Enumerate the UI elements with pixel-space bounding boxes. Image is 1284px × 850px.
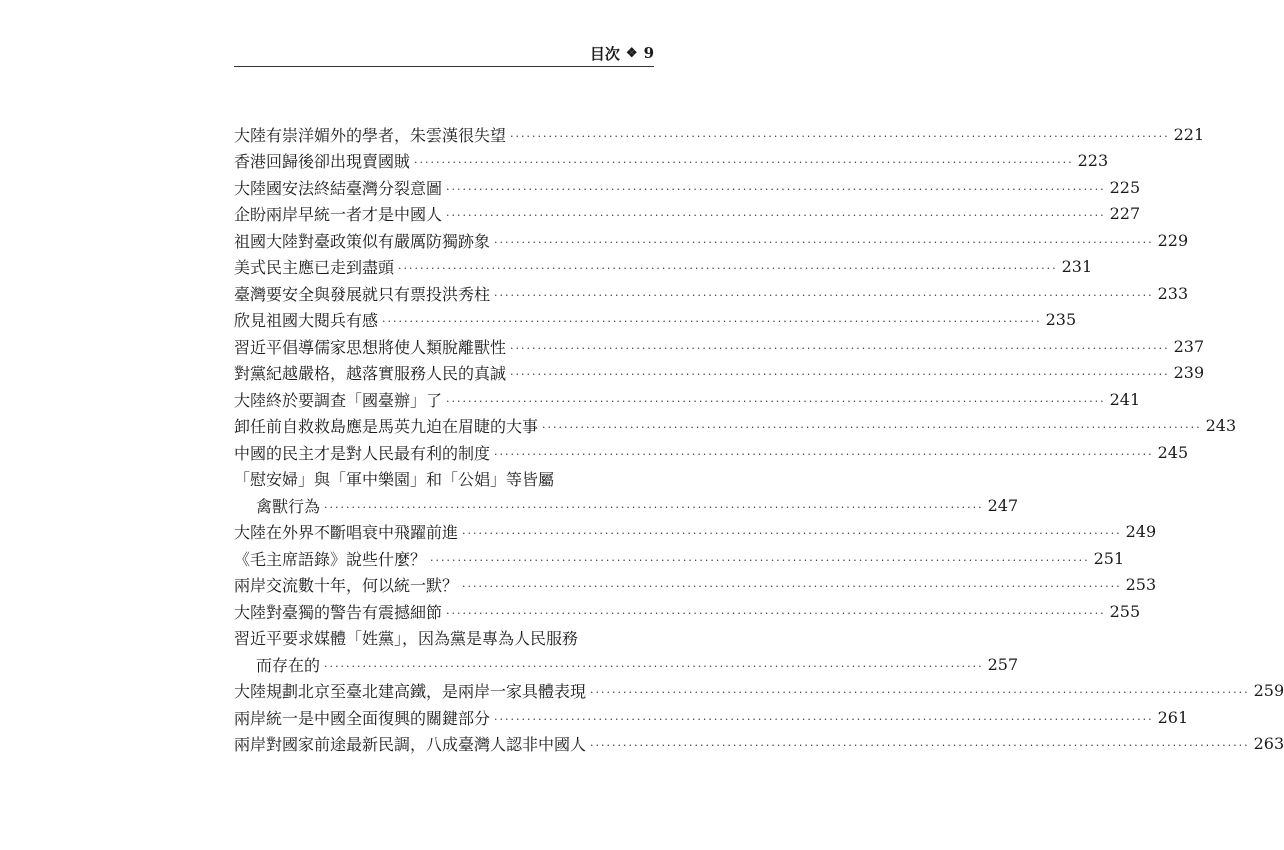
toc-entry [234,704,1189,731]
toc-entry [234,466,654,493]
toc-entry-page: 245 [1157,442,1189,462]
toc-entry-title: 香港回歸後卻出現賣國賊 [234,152,411,172]
toc-entry-page: 239 [1173,363,1205,383]
toc-entry-page: 223 [1077,151,1109,171]
toc-entry [234,678,1284,705]
toc-entry-title-continued: 而存在的 [256,655,321,675]
toc-entry-title: 卸任前自救救島應是馬英九迫在眉睫的大事 [234,417,539,437]
toc-entry [234,254,1093,281]
toc-entry-title: 企盼兩岸早統一者才是中國人 [234,205,443,225]
toc-entry [234,174,1141,201]
toc-entry-page: 231 [1061,257,1093,277]
toc-entry-page: 229 [1157,230,1189,250]
dot-leader: ························································································································ [510,341,1170,355]
toc-entry-page: 227 [1109,204,1141,224]
toc-entry [234,121,1205,148]
dot-leader: ························································································································ [542,421,1202,435]
toc-entry-title: 大陸對臺獨的警告有震撼細節 [234,602,443,622]
toc-entry [234,731,1284,758]
toc-entry [234,280,1189,307]
toc-entry-title: 對黨紀越嚴格，越落實服務人民的真誠 [234,364,507,384]
toc-entry-title: 祖國大陸對臺政策似有嚴厲防獨跡象 [234,231,491,251]
dot-leader: ························································································································ [414,156,1074,170]
toc-entry-page: 235 [1045,310,1077,330]
header-label: 目次 [589,44,620,63]
dot-leader: ························································································································ [510,368,1170,382]
toc-entry-page: 251 [1093,548,1125,568]
dot-leader: ························································································································ [462,527,1122,541]
toc-entry [234,333,1205,360]
toc-entry-page: 221 [1173,124,1205,144]
toc-entry-title: 中國的民主才是對人民最有利的制度 [234,443,491,463]
toc-entry-page: 247 [987,495,1019,515]
toc-entry [234,360,1205,387]
toc-entry-page: 233 [1157,283,1189,303]
toc-entry-title: 《毛主席語錄》說些什麼？ [234,549,427,569]
toc-entry [234,572,1157,599]
dot-leader: ························································································································ [446,606,1106,620]
toc-entry-title: 兩岸交流數十年，何以統一默？ [234,576,459,596]
toc-entry-page: 241 [1109,389,1141,409]
toc-entry-title: 「慰安婦」與「軍中樂園」和「公娼」等皆屬 [234,470,555,490]
running-header [234,42,654,64]
toc-entry-title: 大陸在外界不斷唱衰中飛躍前進 [234,523,459,543]
toc-entry [234,413,1237,440]
toc-entry [234,227,1189,254]
toc-entry-page: 253 [1125,575,1157,595]
dot-leader: ························································································································ [494,447,1154,461]
dot-leader: ························································································································ [510,129,1170,143]
page-number: 9 [643,44,654,62]
toc-entry-page: 225 [1109,177,1141,197]
toc-entry [234,201,1141,228]
dot-leader: ························································································································ [430,553,1090,567]
toc-entry-title: 習近平倡導儒家思想將使人類脫離獸性 [234,337,507,357]
toc-entry [234,148,1109,175]
toc-entry-page: 259 [1253,681,1284,701]
toc-entry-title: 美式民主應已走到盡頭 [234,258,395,278]
toc-entry [234,598,1141,625]
toc-entry [234,545,1125,572]
toc-entry-page: 243 [1205,416,1237,436]
toc-entry-page: 255 [1109,601,1141,621]
dot-leader: ························································································································ [590,739,1250,753]
toc-entry [234,625,654,652]
toc-entry [234,519,1157,546]
header-rule [234,66,654,67]
dot-leader: ························································································································ [324,500,984,514]
toc-entry-page: 237 [1173,336,1205,356]
toc-entry-title: 大陸終於要調查「國臺辦」了 [234,390,443,410]
toc-entry-title: 習近平要求媒體「姓黨」，因為黨是專為人民服務 [234,629,579,649]
toc-entry-page: 263 [1253,734,1284,754]
toc-entry-page: 257 [987,654,1019,674]
toc-entry-title: 臺灣要安全與發展就只有票投洪秀柱 [234,284,491,304]
dot-leader: ························································································································ [462,580,1122,594]
toc-entry-continuation [234,492,1019,519]
dot-leader: ························································································································ [398,262,1058,276]
toc-entry-title: 大陸有崇洋媚外的學者，朱雲漢很失望 [234,125,507,145]
dot-leader: ························································································································ [494,235,1154,249]
dot-leader: ························································································································ [446,394,1106,408]
dot-leader: ························································································································ [494,712,1154,726]
toc-entry [234,386,1141,413]
toc-entry-title: 兩岸對國家前途最新民調，八成臺灣人認非中國人 [234,735,587,755]
toc-entry-title-continued: 禽獸行為 [256,496,321,516]
toc-entry-continuation [234,651,1019,678]
toc-entry [234,307,1077,334]
dot-leader: ························································································································ [446,182,1106,196]
toc-entry-page: 249 [1125,522,1157,542]
dot-leader: ························································································································ [324,659,984,673]
toc-entry-title: 大陸規劃北京至臺北建高鐵，是兩岸一家具體表現 [234,682,587,702]
toc-entry-title: 欣見祖國大閱兵有感 [234,311,379,331]
toc-entry-title: 兩岸統一是中國全面復興的關鍵部分 [234,708,491,728]
dot-leader: ························································································································ [590,686,1250,700]
dot-leader: ························································································································ [446,209,1106,223]
toc-entry-page: 261 [1157,707,1189,727]
dot-leader: ························································································································ [382,315,1042,329]
table-of-contents [234,121,1284,757]
toc-entry [234,439,1189,466]
diamond-ornament-icon: ❖ [625,45,638,61]
toc-entry-title: 大陸國安法終結臺灣分裂意圖 [234,178,443,198]
dot-leader: ························································································································ [494,288,1154,302]
